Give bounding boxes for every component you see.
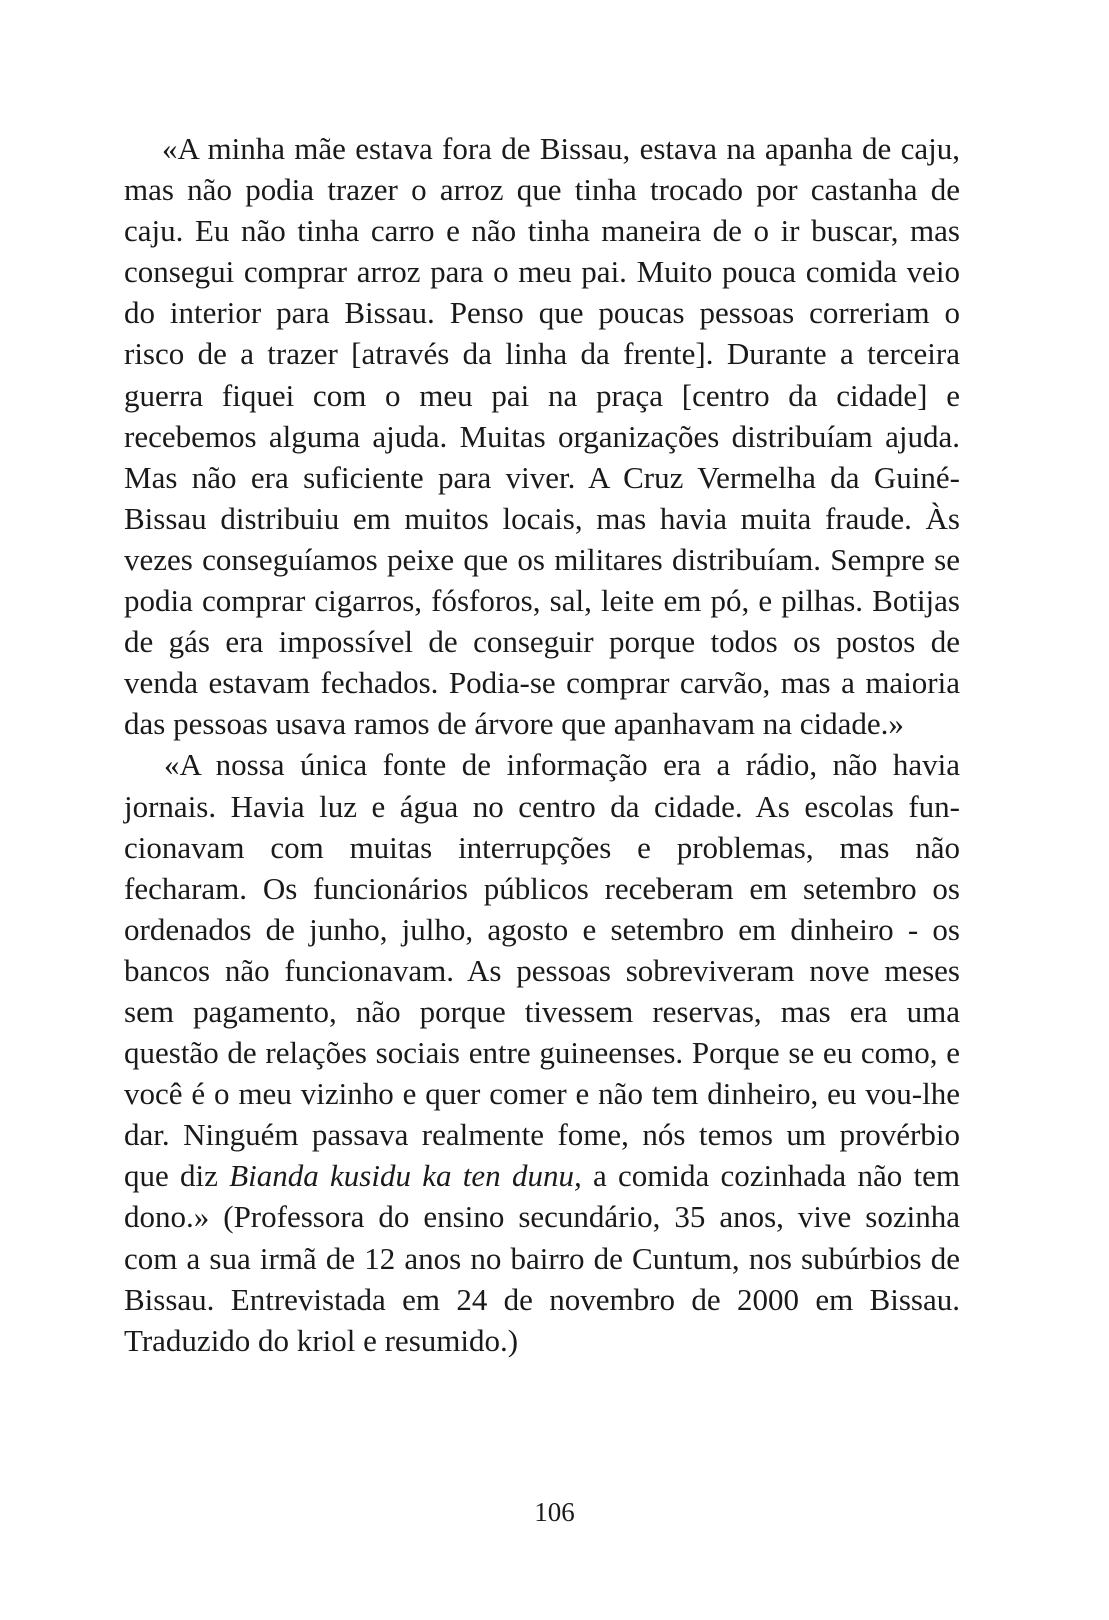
body-text [124,128,960,1361]
paragraph-2-text-end: a comida cozinhada não tem dono.» (Professora do ensino secundário, 35 anos, vive sozinha com a sua irmã de 12 anos no bairro de Cuntum, nos subúrbios de Bissau. Entrevistada em 24 de novembro de 2000 em Bissau. Traduzido do kriol e resumido.) [124,1158,960,1358]
proverb-kriol: Bianda kusidu ka ten dunu, [229,1158,582,1194]
paragraph-interview-1: «A minha mãe estava fora de Bissau, estava na apanha de caju, mas não podia trazer o arroz que tinha trocado por castanha de caju. Eu não tinha carro e não tinha maneira de o ir buscar, mas consegui comprar arroz para o meu pai. Muito pouca comida veio do interior para Bissau. Penso que poucas pessoas correriam o risco de a trazer [através da linha da frente]. Durante a terceira guerra fiquei com o meu pai na praça [centro da cidade] e recebemos alguma ajuda. Muitas organizações distribuíam ajuda. Mas não era suficiente para viver. A Cruz Vermelha da Guiné-Bissau distribuiu em muitos locais, mas havia muita fraude. Às vezes conseguíamos peixe que os militares distribuíam. Sempre se podia comprar cigarros, fósforos, sal, leite em pó, e pilhas. Botijas de gás era impossível de conseguir porque todos os postos de venda estavam fechados. Podia-se comprar carvão, mas a maioria das pessoas usava ramos de árvore que apanhavam na cidade.» [124,131,960,742]
paragraph-interview-2 [124,744,960,1360]
paragraph-2-text-start: «A nossa única fonte de informação era a rádio, não havia jornais. Havia luz e água no centro da cidade. As escolas funcionavam com muitas interrupções e problemas, mas não fecharam. Os funcionários públicos receberam em setembro os ordenados de junho, julho, agosto e setembro em dinheiro - os bancos não funcionavam. As pessoas sobreviveram nove meses sem pagamento, não porque tivessem reservas, mas era uma questão de relações sociais entre guineenses. Porque se eu como, e você é o meu vizinho e quer comer e não tem dinheiro, eu vou-lhe dar. Ninguém passava realmente fome, nós temos um provérbio que diz [124,747,960,1194]
page-number: 106 [534,1497,575,1527]
